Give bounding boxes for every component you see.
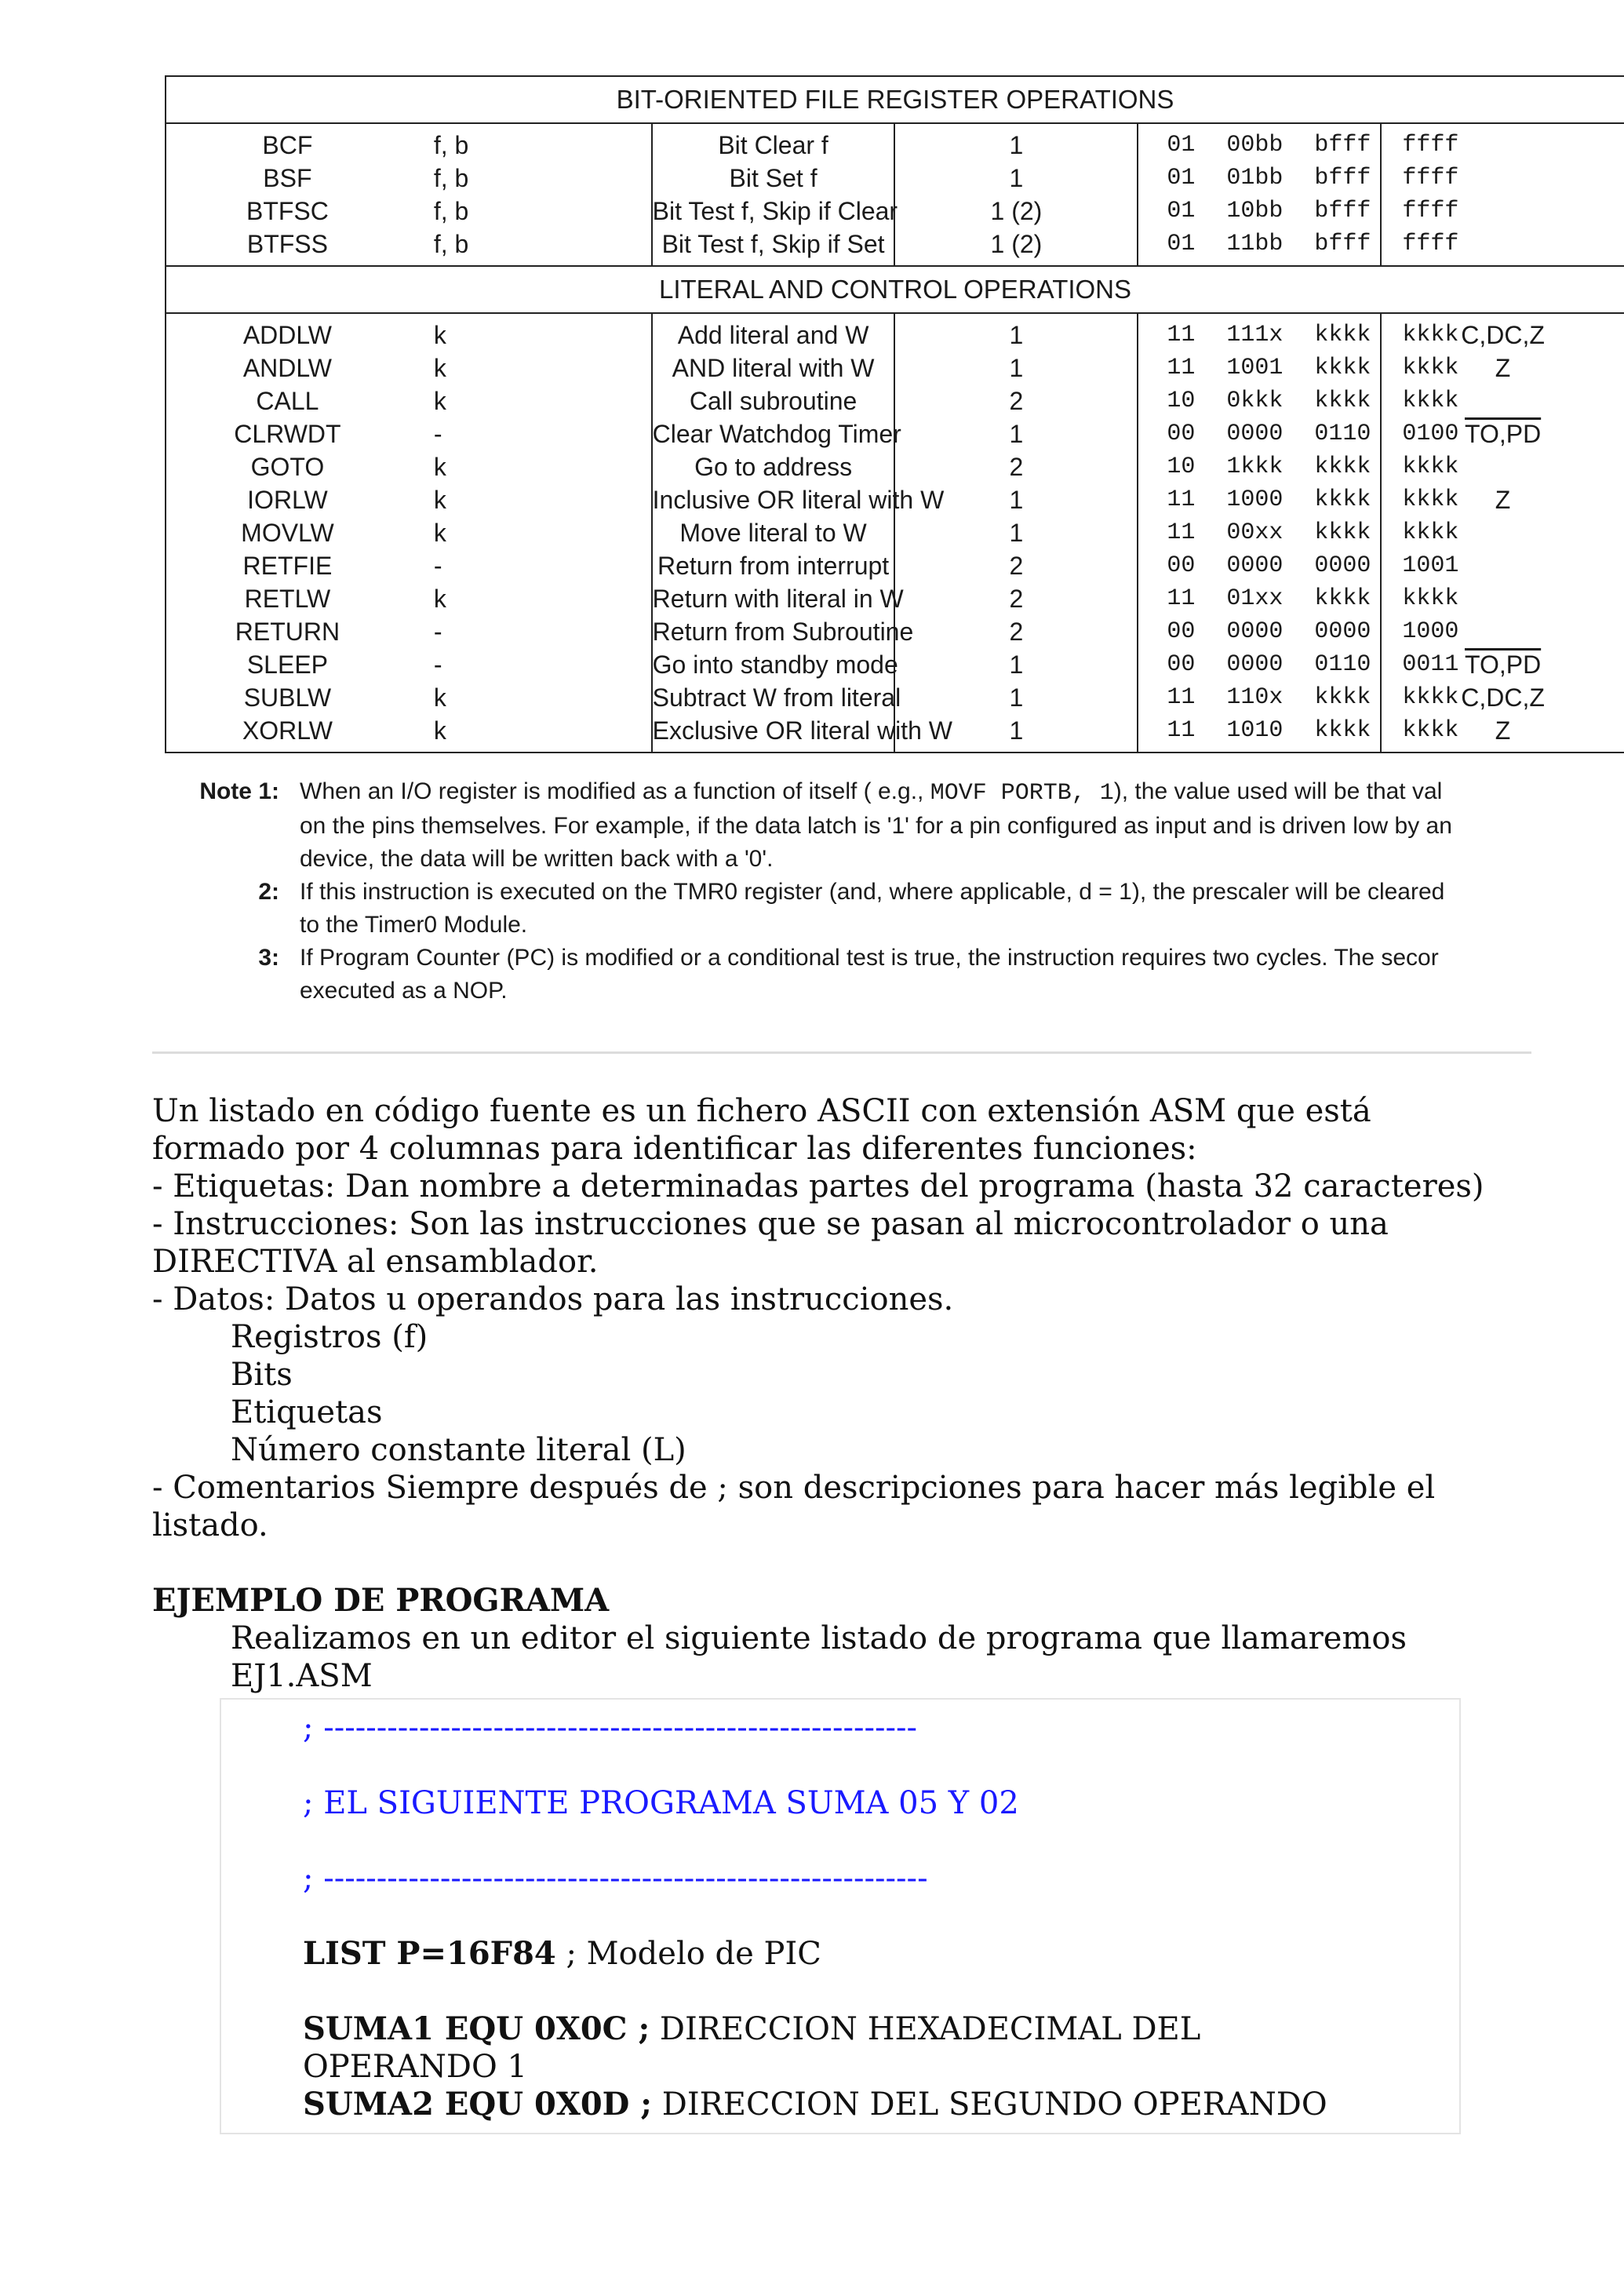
opcode-field: bfff bbox=[1314, 132, 1371, 159]
status-affected-cell: Z bbox=[1381, 483, 1624, 516]
table-notes bbox=[177, 775, 1607, 1008]
mnemonic-cell: CLRWDT bbox=[166, 417, 409, 450]
code-comment: ; Modelo de PIC bbox=[555, 1936, 821, 1972]
code-comment-title: ; EL SIGUIENTE PROGRAMA SUMA 05 Y 02 bbox=[303, 1785, 1019, 1821]
list-item: - Instrucciones: Son las instrucciones que se pasan al microcontrolador o una bbox=[152, 1206, 1389, 1242]
opcode-field: 11 bbox=[1167, 717, 1196, 744]
opcode-field: 1001 bbox=[1226, 355, 1284, 381]
table-row bbox=[166, 483, 1624, 516]
opcode-field: 0kkk bbox=[1226, 388, 1284, 414]
opcode-field: kkkk bbox=[1402, 519, 1459, 546]
paragraph-line: formado por 4 columnas para identificar las diferentes funciones: bbox=[152, 1131, 1197, 1167]
description-cell: Bit Test f, Skip if Clear bbox=[652, 195, 895, 228]
cycles-cell: 1 bbox=[894, 714, 1138, 753]
operands-cell: k bbox=[433, 321, 446, 349]
operands-cell: k bbox=[433, 354, 446, 382]
code-listing-box bbox=[220, 1698, 1461, 2134]
description-cell: Bit Clear f bbox=[652, 123, 895, 162]
table-section-header bbox=[166, 266, 1624, 313]
opcode-field: 0000 bbox=[1314, 618, 1371, 645]
description-cell: Exclusive OR literal with W bbox=[652, 714, 895, 753]
table-row bbox=[166, 162, 1624, 195]
table-row bbox=[166, 549, 1624, 582]
description-cell: Return from Subroutine bbox=[652, 615, 895, 648]
status-affected-cell: Z bbox=[1381, 352, 1624, 384]
code-comment: DIRECCION DEL SEGUNDO OPERANDO bbox=[652, 2086, 1327, 2123]
status-affected-cell: C,DC,Z bbox=[1381, 681, 1624, 714]
opcode-field: kkkk bbox=[1314, 355, 1371, 381]
description-cell: AND literal with W bbox=[652, 352, 895, 384]
opcode-field: kkkk bbox=[1402, 454, 1459, 480]
cycles-cell: 1 bbox=[894, 483, 1138, 516]
paragraph-line: Un listado en código fuente es un fichero ASCII con extensión ASM que está bbox=[152, 1093, 1371, 1129]
table-row bbox=[166, 615, 1624, 648]
operands-cell: k bbox=[433, 683, 446, 712]
opcode-field: 0000 bbox=[1226, 618, 1284, 645]
opcode-field: 10bb bbox=[1226, 198, 1284, 224]
opcode-field: kkkk bbox=[1402, 355, 1459, 381]
list-item: DIRECTIVA al ensamblador. bbox=[152, 1244, 599, 1280]
table-row bbox=[166, 681, 1624, 714]
operands-cell: f, b bbox=[433, 230, 469, 258]
description-cell: Clear Watchdog Timer bbox=[652, 417, 895, 450]
code-comment: DIRECCION HEXADECIMAL DEL bbox=[650, 2011, 1201, 2047]
opcode-field: kkkk bbox=[1402, 717, 1459, 744]
sub-item: Registros (f) bbox=[231, 1319, 428, 1355]
mnemonic-cell: XORLW bbox=[166, 714, 409, 753]
status-affected-cell: C,DC,Z bbox=[1381, 313, 1624, 352]
cycles-cell: 1 bbox=[894, 681, 1138, 714]
sub-item: Bits bbox=[231, 1357, 293, 1393]
list-item: - Etiquetas: Dan nombre a determinadas partes del programa (hasta 32 caracteres) bbox=[152, 1168, 1484, 1204]
opcode-field: 1010 bbox=[1226, 717, 1284, 744]
opcode-field: 11 bbox=[1167, 355, 1196, 381]
opcode-field: bfff bbox=[1314, 165, 1371, 191]
mnemonic-cell: IORLW bbox=[166, 483, 409, 516]
opcode-field: 11 bbox=[1167, 322, 1196, 348]
note-text: ), the value used will be that val bbox=[1113, 778, 1443, 804]
opcode-field: ffff bbox=[1402, 165, 1459, 191]
code-keyword: SUMA2 EQU 0X0D ; bbox=[303, 2086, 653, 2123]
opcode-field: 111x bbox=[1226, 322, 1284, 348]
table-row bbox=[166, 195, 1624, 228]
opcode-field: 0110 bbox=[1314, 651, 1371, 678]
opcode-field: 00bb bbox=[1226, 132, 1284, 159]
note-2 bbox=[177, 876, 1607, 942]
opcode-field: 00xx bbox=[1226, 519, 1284, 546]
opcode-cell bbox=[1138, 450, 1459, 483]
description-cell: Add literal and W bbox=[652, 313, 895, 352]
table-row bbox=[166, 582, 1624, 615]
opcode-field: kkkk bbox=[1402, 585, 1459, 612]
operands-cell: - bbox=[433, 618, 442, 646]
note-label: 2: bbox=[258, 879, 279, 905]
mnemonic-cell: SUBLW bbox=[166, 681, 409, 714]
cycles-cell: 2 bbox=[894, 549, 1138, 582]
table-row bbox=[166, 352, 1624, 384]
opcode-field: kkkk bbox=[1402, 322, 1459, 348]
opcode-field: 01 bbox=[1167, 132, 1196, 159]
operands-cell: k bbox=[409, 714, 652, 753]
table-row bbox=[166, 384, 1624, 417]
description-cell: Call subroutine bbox=[652, 384, 895, 417]
opcode-field: kkkk bbox=[1314, 454, 1371, 480]
note-3 bbox=[177, 942, 1607, 1008]
mnemonic-cell: BSF bbox=[166, 162, 409, 195]
description-cell: Return with literal in W bbox=[652, 582, 895, 615]
cycles-cell: 1 bbox=[894, 516, 1138, 549]
opcode-field: ffff bbox=[1402, 231, 1459, 257]
note-text: When an I/O register is modified as a function of itself ( e.g., bbox=[300, 778, 924, 804]
cycles-cell: 2 bbox=[894, 582, 1138, 615]
opcode-cell bbox=[1138, 483, 1459, 516]
opcode-field: bfff bbox=[1314, 198, 1371, 224]
status-affected-cell: TO,PD bbox=[1381, 648, 1624, 681]
code-comment-rule: ; --------------------------------------------------------- bbox=[303, 1860, 928, 1897]
opcode-cell bbox=[1138, 313, 1459, 352]
opcode-field: 11bb bbox=[1226, 231, 1284, 257]
table-row bbox=[166, 450, 1624, 483]
opcode-cell bbox=[1138, 162, 1459, 195]
opcode-cell bbox=[1138, 714, 1459, 753]
opcode-field: 01 bbox=[1167, 165, 1196, 191]
mnemonic-cell: ADDLW bbox=[166, 313, 409, 352]
mnemonic-cell: BTFSC bbox=[166, 195, 409, 228]
opcode-field: kkkk bbox=[1402, 684, 1459, 711]
article-body bbox=[152, 1092, 1564, 1695]
opcode-cell bbox=[1138, 417, 1459, 450]
code-line-list bbox=[303, 1935, 1448, 1973]
opcode-field: 110x bbox=[1226, 684, 1284, 711]
opcode-field: 00 bbox=[1167, 552, 1196, 579]
operands-cell: k bbox=[433, 486, 446, 514]
opcode-cell bbox=[1138, 582, 1459, 615]
note-1 bbox=[177, 775, 1607, 876]
opcode-field: 00 bbox=[1167, 618, 1196, 645]
list-item: - Datos: Datos u operandos para las instrucciones. bbox=[152, 1281, 954, 1317]
table-row bbox=[166, 714, 1624, 753]
opcode-cell bbox=[1138, 549, 1459, 582]
description-cell: Go into standby mode bbox=[652, 648, 895, 681]
opcode-cell bbox=[1138, 648, 1459, 681]
instruction-set-table bbox=[165, 75, 1607, 753]
opcode-cell bbox=[1138, 123, 1459, 162]
intro-line: EJ1.ASM bbox=[231, 1658, 373, 1694]
list-item: listado. bbox=[152, 1507, 268, 1543]
opcode-field: 0000 bbox=[1226, 651, 1284, 678]
note-text: If this instruction is executed on the TMR0 register (and, where applicable, d = 1), the prescaler will be cleared bbox=[300, 879, 1445, 905]
mnemonic-cell: RETLW bbox=[166, 582, 409, 615]
code-line-suma2 bbox=[303, 2086, 1448, 2123]
code-line-suma1-cont: OPERANDO 1 bbox=[303, 2049, 527, 2085]
note-text: on the pins themselves. For example, if the data latch is '1' for a pin configured as input and is driven low by an bbox=[300, 813, 1452, 839]
code-keyword: SUMA1 EQU 0X0C ; bbox=[303, 2010, 650, 2047]
cycles-cell: 1 (2) bbox=[894, 195, 1138, 228]
mnemonic-cell: MOVLW bbox=[166, 516, 409, 549]
description-cell: Return from interrupt bbox=[652, 549, 895, 582]
cycles-cell: 1 bbox=[894, 313, 1138, 352]
opcode-field: 01xx bbox=[1226, 585, 1284, 612]
cycles-cell: 2 bbox=[894, 384, 1138, 417]
opcode-field: kkkk bbox=[1402, 487, 1459, 513]
description-cell: Bit Set f bbox=[652, 162, 895, 195]
opcode-field: kkkk bbox=[1314, 487, 1371, 513]
operands-cell: k bbox=[433, 519, 446, 547]
code-keyword: LIST P=16F84 bbox=[303, 1935, 556, 1972]
opcode-field: 0000 bbox=[1226, 421, 1284, 447]
section-heading: EJEMPLO DE PROGRAMA bbox=[152, 1582, 610, 1619]
opcode-field: kkkk bbox=[1314, 322, 1371, 348]
note-label: Note 1: bbox=[199, 778, 279, 804]
mnemonic-cell: CALL bbox=[166, 384, 409, 417]
description-cell: Subtract W from literal bbox=[652, 681, 895, 714]
opcode-field: 11 bbox=[1167, 684, 1196, 711]
opcode-field: 10 bbox=[1167, 388, 1196, 414]
sub-item: Etiquetas bbox=[231, 1394, 383, 1430]
cycles-cell: 1 bbox=[894, 352, 1138, 384]
opcode-cell bbox=[1138, 615, 1459, 648]
table-row bbox=[166, 516, 1624, 549]
opcode-field: 10 bbox=[1167, 454, 1196, 480]
opcode-field: 1000 bbox=[1402, 618, 1459, 645]
mnemonic-cell: BCF bbox=[166, 123, 409, 162]
opcode-field: 00 bbox=[1167, 421, 1196, 447]
cycles-cell: 2 bbox=[894, 450, 1138, 483]
opcode-field: 01 bbox=[1167, 231, 1196, 257]
operands-cell: - bbox=[433, 650, 442, 679]
note-label: 3: bbox=[258, 945, 279, 971]
section-title: LITERAL AND CONTROL OPERATIONS bbox=[166, 266, 1624, 313]
note-text: device, the data will be written back with a '0'. bbox=[300, 846, 774, 872]
note-text: If Program Counter (PC) is modified or a conditional test is true, the instruction requires two cycles. The secor bbox=[300, 945, 1439, 971]
opcode-field: kkkk bbox=[1314, 519, 1371, 546]
opcode-cell bbox=[1138, 384, 1459, 417]
horizontal-rule bbox=[152, 1051, 1531, 1054]
operands-cell: k bbox=[433, 453, 446, 481]
opcode-field: kkkk bbox=[1402, 388, 1459, 414]
list-item: - Comentarios Siempre después de ; son descripciones para hacer más legible el bbox=[152, 1470, 1436, 1506]
table-section-header bbox=[166, 76, 1624, 123]
opcode-field: 0100 bbox=[1402, 421, 1459, 447]
opcode-field: ffff bbox=[1402, 132, 1459, 159]
operands-cell: - bbox=[433, 552, 442, 580]
opcode-field: 11 bbox=[1167, 519, 1196, 546]
opcode-cell bbox=[1138, 516, 1459, 549]
cycles-cell: 1 bbox=[894, 648, 1138, 681]
operands-cell: f, b bbox=[433, 197, 469, 225]
description-cell: Inclusive OR literal with W bbox=[652, 483, 895, 516]
opcode-field: 1000 bbox=[1226, 487, 1284, 513]
operands-cell: k bbox=[433, 585, 446, 613]
status-affected-cell: TO,PD bbox=[1381, 417, 1624, 450]
cycles-cell: 1 bbox=[894, 123, 1138, 162]
table-row bbox=[166, 417, 1624, 450]
opcode-field: 0011 bbox=[1402, 651, 1459, 678]
opcode-field: 1001 bbox=[1402, 552, 1459, 579]
description-cell: Go to address bbox=[652, 450, 895, 483]
description-cell: Move literal to W bbox=[652, 516, 895, 549]
mnemonic-cell: RETFIE bbox=[166, 549, 409, 582]
opcode-field: 01bb bbox=[1226, 165, 1284, 191]
table-row bbox=[166, 123, 1624, 162]
note-text: executed as a NOP. bbox=[300, 978, 508, 1004]
sub-item: Número constante literal (L) bbox=[231, 1432, 686, 1468]
opcode-cell bbox=[1138, 681, 1459, 714]
mnemonic-cell: GOTO bbox=[166, 450, 409, 483]
operands-cell: - bbox=[433, 420, 442, 448]
mnemonic-cell: BTFSS bbox=[166, 228, 409, 266]
operands-cell: f, b bbox=[433, 164, 469, 192]
table-row bbox=[166, 648, 1624, 681]
mnemonic-cell: SLEEP bbox=[166, 648, 409, 681]
opcode-cell bbox=[1138, 352, 1459, 384]
opcode-field: 01 bbox=[1167, 198, 1196, 224]
opcode-field: 0000 bbox=[1226, 552, 1284, 579]
opcode-field: 00 bbox=[1167, 651, 1196, 678]
status-affected-cell: Z bbox=[1381, 714, 1624, 753]
opcode-cell bbox=[1138, 195, 1459, 228]
opcode-field: bfff bbox=[1314, 231, 1371, 257]
opcode-field: 0000 bbox=[1314, 552, 1371, 579]
operands-cell: k bbox=[433, 387, 446, 415]
code-comment-rule: ; -------------------------------------------------------- bbox=[303, 1710, 918, 1746]
opcode-field: 11 bbox=[1167, 487, 1196, 513]
opcode-field: kkkk bbox=[1314, 717, 1371, 744]
opcode-field: ffff bbox=[1402, 198, 1459, 224]
opcode-field: kkkk bbox=[1314, 585, 1371, 612]
opcode-field: 1kkk bbox=[1226, 454, 1284, 480]
table-row bbox=[166, 228, 1624, 266]
description-cell: Bit Test f, Skip if Set bbox=[652, 228, 895, 266]
opcode-field: 11 bbox=[1167, 585, 1196, 612]
note-text: to the Timer0 Module. bbox=[300, 912, 528, 938]
section-title: BIT-ORIENTED FILE REGISTER OPERATIONS bbox=[166, 76, 1624, 123]
table-row bbox=[166, 313, 1624, 352]
operands-cell: f, b bbox=[433, 131, 469, 159]
cycles-cell: 1 (2) bbox=[894, 228, 1138, 266]
cycles-cell: 1 bbox=[894, 162, 1138, 195]
note-code: MOVF PORTB, 1 bbox=[930, 780, 1114, 807]
code-line-suma1 bbox=[303, 2010, 1448, 2048]
mnemonic-cell: ANDLW bbox=[166, 352, 409, 384]
opcode-field: kkkk bbox=[1314, 388, 1371, 414]
opcode-field: 0110 bbox=[1314, 421, 1371, 447]
opcode-field: kkkk bbox=[1314, 684, 1371, 711]
opcode-cell bbox=[1138, 228, 1459, 266]
isa-table bbox=[165, 75, 1624, 753]
mnemonic-cell: RETURN bbox=[166, 615, 409, 648]
intro-line: Realizamos en un editor el siguiente listado de programa que llamaremos bbox=[231, 1620, 1407, 1656]
cycles-cell: 1 bbox=[894, 417, 1138, 450]
cycles-cell: 2 bbox=[894, 615, 1138, 648]
